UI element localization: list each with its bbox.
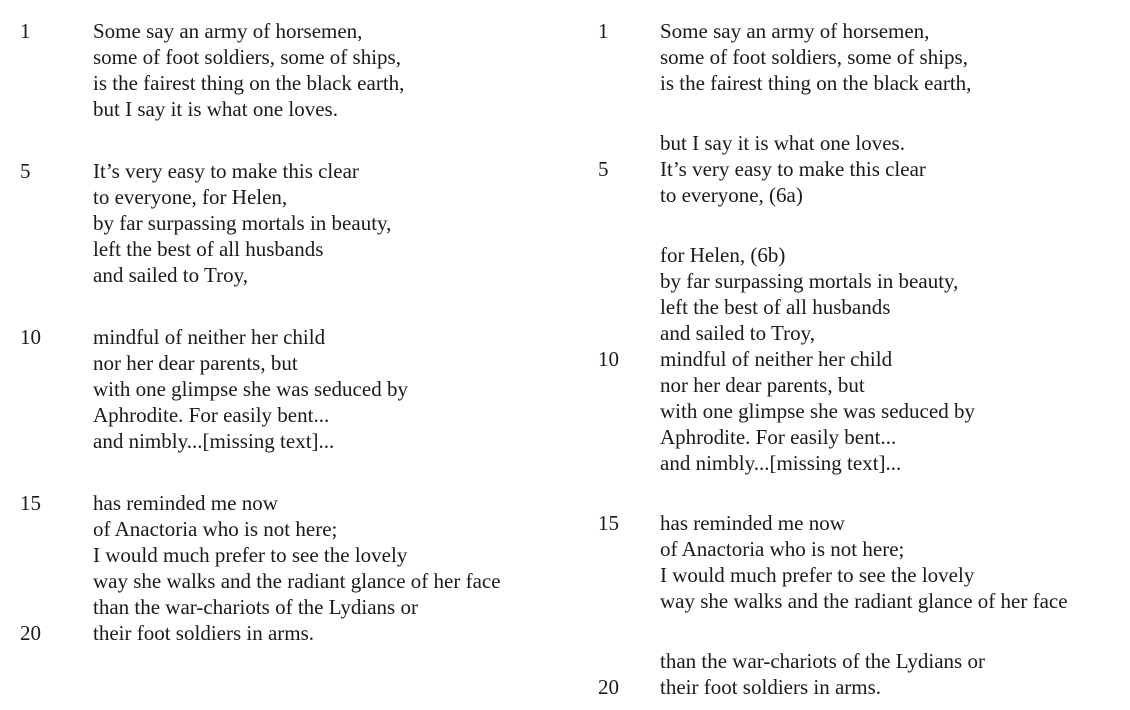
poem-line (20, 44, 501, 70)
line-text: way she walks and the radiant glance of her face (93, 569, 501, 593)
line-number (598, 450, 660, 476)
line-number (20, 568, 93, 594)
poem-line (20, 516, 501, 542)
line-text: some of foot soldiers, some of ships, (660, 45, 968, 69)
line-number: 15 (20, 491, 41, 515)
poem-line (598, 450, 1068, 476)
line-number (20, 70, 93, 96)
poem-line (20, 158, 501, 184)
line-number (598, 562, 660, 588)
poem-line (598, 372, 1068, 398)
line-number (20, 210, 93, 236)
line-number (20, 376, 93, 402)
line-number (598, 588, 660, 614)
line-number: 1 (598, 19, 609, 43)
line-number (598, 320, 660, 346)
poem-line (20, 350, 501, 376)
poem-line (20, 262, 501, 288)
stanza (20, 490, 501, 646)
poem-line (598, 268, 1068, 294)
line-text: with one glimpse she was seduced by (93, 377, 408, 401)
line-text: their foot soldiers in arms. (660, 675, 882, 699)
stanza (20, 158, 501, 288)
line-text: mindful of neither her child (93, 325, 326, 349)
poem-line (20, 324, 501, 350)
poem-line (598, 424, 1068, 450)
line-text: Aphrodite. For easily bent... (93, 403, 330, 427)
line-number (20, 594, 93, 620)
line-text: and sailed to Troy, (660, 321, 815, 345)
line-number: 5 (20, 159, 31, 183)
line-number: 15 (598, 511, 619, 535)
line-number (20, 184, 93, 210)
poem-line (598, 674, 1068, 700)
poem-column-right (598, 18, 1068, 700)
line-number (598, 242, 660, 268)
line-text: of Anactoria who is not here; (660, 537, 905, 561)
line-text: I would much prefer to see the lovely (93, 543, 408, 567)
line-text: It’s very easy to make this clear (660, 157, 926, 181)
line-text: nor her dear parents, but (660, 373, 865, 397)
poem-line (20, 70, 501, 96)
line-text: than the war-chariots of the Lydians or (93, 595, 418, 619)
line-number (598, 130, 660, 156)
line-text: by far surpassing mortals in beauty, (93, 211, 392, 235)
line-number (20, 96, 93, 122)
line-number (598, 70, 660, 96)
line-number (598, 398, 660, 424)
line-number: 20 (20, 621, 41, 645)
line-number (20, 516, 93, 542)
line-number: 10 (20, 325, 41, 349)
line-text: but I say it is what one loves. (93, 97, 338, 121)
poem-line (20, 402, 501, 428)
line-text: for Helen, (6b) (660, 243, 786, 267)
poem-line (20, 490, 501, 516)
poem-line (598, 130, 1068, 156)
stanza (598, 130, 1068, 208)
line-text: with one glimpse she was seduced by (660, 399, 975, 423)
line-number (598, 536, 660, 562)
line-text: nor her dear parents, but (93, 351, 298, 375)
poem-line (20, 542, 501, 568)
line-number (20, 542, 93, 568)
stanza (20, 324, 501, 454)
line-text: but I say it is what one loves. (660, 131, 905, 155)
stanza (598, 242, 1068, 476)
line-text: way she walks and the radiant glance of her face (660, 589, 1068, 613)
poem-line (598, 320, 1068, 346)
poem-line (598, 346, 1068, 372)
poem-line (598, 156, 1068, 182)
line-text: and sailed to Troy, (93, 263, 248, 287)
line-text: than the war-chariots of the Lydians or (660, 649, 985, 673)
line-number (598, 294, 660, 320)
line-number (598, 44, 660, 70)
line-text: It’s very easy to make this clear (93, 159, 359, 183)
poem-line (20, 236, 501, 262)
line-number (598, 268, 660, 294)
line-text: is the fairest thing on the black earth, (93, 71, 405, 95)
line-text: by far surpassing mortals in beauty, (660, 269, 959, 293)
poem-line (598, 588, 1068, 614)
line-number (20, 402, 93, 428)
stanza (20, 18, 501, 122)
poem-line (20, 96, 501, 122)
poem-line (20, 428, 501, 454)
line-number (598, 372, 660, 398)
line-number (20, 236, 93, 262)
poem-line (20, 594, 501, 620)
poem-line (598, 242, 1068, 268)
line-text: mindful of neither her child (660, 347, 893, 371)
poem-line (20, 18, 501, 44)
line-text: left the best of all husbands (660, 295, 891, 319)
line-text: and nimbly...[missing text]... (660, 451, 902, 475)
poem-line (598, 648, 1068, 674)
poem-line (598, 18, 1068, 44)
poem-line (20, 210, 501, 236)
line-number (20, 350, 93, 376)
stanza (598, 648, 1068, 700)
line-number (598, 648, 660, 674)
line-text: is the fairest thing on the black earth, (660, 71, 972, 95)
poem-line (598, 182, 1068, 208)
line-text: and nimbly...[missing text]... (93, 429, 335, 453)
line-text: some of foot soldiers, some of ships, (93, 45, 401, 69)
poem-line (20, 376, 501, 402)
line-text: to everyone, (6a) (660, 183, 803, 207)
line-text: Some say an army of horsemen, (660, 19, 930, 43)
stanza (598, 18, 1068, 96)
line-text: of Anactoria who is not here; (93, 517, 338, 541)
line-number (20, 44, 93, 70)
poem-line (598, 70, 1068, 96)
poem-line (20, 620, 501, 646)
line-number: 5 (598, 157, 609, 181)
line-number (20, 262, 93, 288)
line-number (20, 428, 93, 454)
line-text: I would much prefer to see the lovely (660, 563, 975, 587)
line-number: 10 (598, 347, 619, 371)
line-text: left the best of all husbands (93, 237, 324, 261)
poem-line (598, 44, 1068, 70)
line-number: 20 (598, 675, 619, 699)
line-number: 1 (20, 19, 31, 43)
line-text: has reminded me now (660, 511, 845, 535)
line-number (598, 424, 660, 450)
poem-line (598, 562, 1068, 588)
line-text: to everyone, for Helen, (93, 185, 288, 209)
poem-line (598, 398, 1068, 424)
poem-line (598, 294, 1068, 320)
poem-line (598, 510, 1068, 536)
line-number (598, 182, 660, 208)
stanza (598, 510, 1068, 614)
line-text: Aphrodite. For easily bent... (660, 425, 897, 449)
line-text: their foot soldiers in arms. (93, 621, 315, 645)
line-text: Some say an army of horsemen, (93, 19, 363, 43)
poem-line (20, 568, 501, 594)
line-text: has reminded me now (93, 491, 278, 515)
poem-column-left (20, 18, 501, 646)
poem-line (20, 184, 501, 210)
poem-line (598, 536, 1068, 562)
